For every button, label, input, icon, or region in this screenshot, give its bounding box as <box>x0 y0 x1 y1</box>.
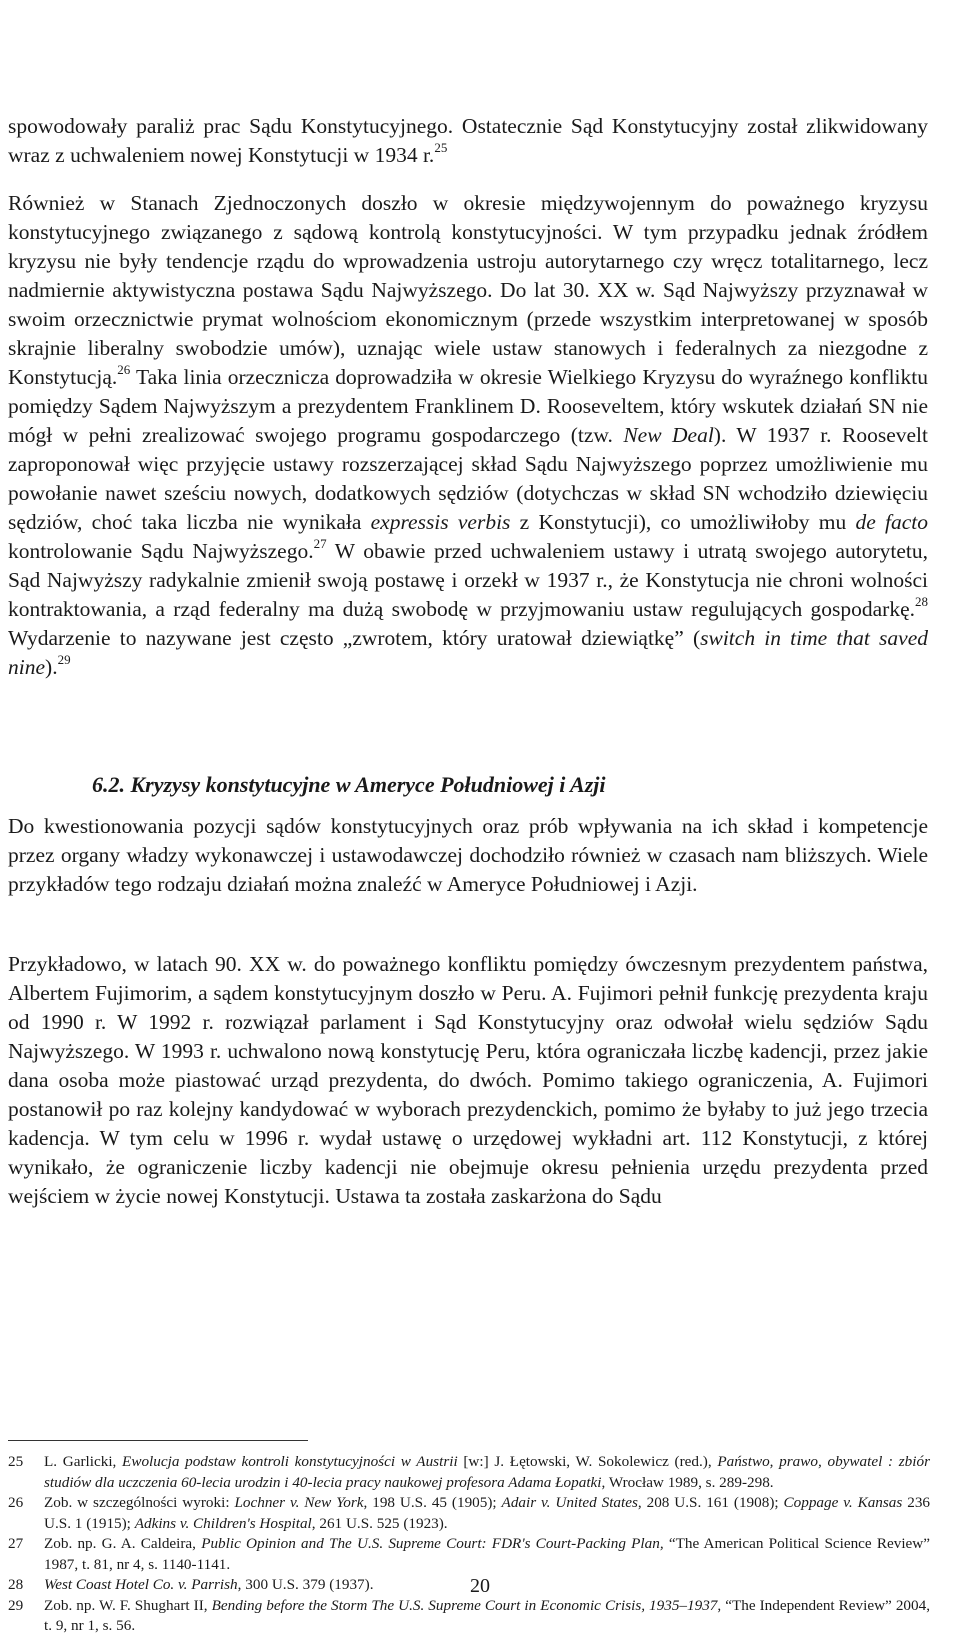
footnote-text-part: Zob. w szczególności wyroki: <box>44 1494 235 1511</box>
paragraph-4: Przykładowo, w latach 90. XX w. do poważnego konfliktu pomiędzy ówczesnym prezydentem państwa, Albertem Fujimorim, a sądem konstytucyjnym doszło w Peru. A. Fujimori pełnił funkcję prezydenta kraju od 1990 r. W 1992 r. rozwiązał parlament i Sąd Konstytucyjny oraz odwołał wielu sędziów Sądu Najwyższego. W 1993 r. uchwalono nową konstytucję Peru, która ograniczała liczbę kadencji, przez jakie dana osoba może piastować urząd prezydenta, do dwóch. Pomimo takiego ograniczenia, A. Fujimori postanowił po raz kolejny kandydować w wyborach prezydenckich, pomimo że byłaby to już jego trzecia kadencja. W tym celu w 1996 r. wydał ustawę o urzędowej wykładni art. 112 Konstytucji, z której wynikało, że ograniczenie liczby kadencji nie obejmuje okresu pełnienia urzędu prezydenta przed wejściem w życie nowej Konstytucji. Ustawa ta została zaskarżona do Sądu <box>8 952 928 1208</box>
paragraph-text: z Konstytucji), co umożliwiłoby mu <box>510 510 856 534</box>
paragraph-text: ). <box>45 655 58 679</box>
footnote-text <box>44 1493 930 1534</box>
paragraph-text: kontrolowanie Sądu Najwyższego. <box>8 539 314 563</box>
footnote-text-part: “The American Political Science Review” 1987, t. 81, nr 4, s. 1140-1141. <box>44 1535 931 1573</box>
paragraph-text: Również w Stanach Zjednoczonych doszło w okresie międzywojennym do poważnego kryzysu konstytucyjnego związanego z sądową kontrolą konstytucyjności. W tym przypadku jednak źródłem kryzysu nie były tendencje rządu do wprowadzenia ustroju autorytarnego czy wręcz totalitarnego, lecz nadmiernie aktywistyczna postawa Sądu Najwyższego. Do lat 30. XX w. Sąd Najwyższy przyznawał w swoim orzecznictwie prymat wolnościom ekonomicznym (przede wszystkim interpretowanej w sposób skrajnie liberalny swobodzie umów), uznając wiele ustaw stanowych i federalnych za niezgodne z Konstytucją. <box>8 191 928 389</box>
footnote-number: 25 <box>8 1453 24 1470</box>
footnote-title: Public Opinion and The U.S. Supreme Court: FDR's Court-Packing Plan, <box>201 1535 664 1552</box>
footnote-26 <box>8 1493 930 1534</box>
paragraph-3: Do kwestionowania pozycji sądów konstytucyjnych oraz prób wpływania na ich skład i kompetencje przez organy władzy wykonawczej i ustawodawczej dochodziło również w czasach nam bliższych. Wiele przykładów tego rodzaju działań można znaleźć w Ameryce Południowej i Azji. <box>8 814 928 896</box>
footnote-25 <box>8 1452 930 1493</box>
paragraph-text: spowodowały paraliż prac Sądu Konstytucyjnego. Ostatecznie Sąd Konstytucyjny został zlikwidowany wraz z uchwaleniem nowej Konstytucji w 1934 r. <box>8 114 928 167</box>
section-heading: 6.2. Kryzysy konstytucyjne w Ameryce Południowej i Azji <box>92 772 606 797</box>
footnote-text-part: , 198 U.S. 45 (1905); <box>363 1494 502 1511</box>
footnote-title: Państwo, prawo, obywatel : zbiór studiów dla uczczenia 60-lecia urodzin i 40-lecia pracy naukowej profesora Adama Łopatki <box>44 1453 931 1491</box>
footnote-27 <box>8 1534 930 1575</box>
footnote-ref-25[interactable]: 25 <box>434 139 448 155</box>
italic-term: expressis verbis <box>370 510 511 534</box>
footnote-ref-28[interactable]: 28 <box>915 593 928 609</box>
footnote-ref-26[interactable]: 26 <box>117 361 131 377</box>
footnote-text-part: , Wrocław 1989, s. 289-298. <box>601 1473 774 1491</box>
footnote-ref-27[interactable]: 27 <box>313 535 327 551</box>
page-number: 20 <box>470 1575 490 1597</box>
footnote-text <box>44 1534 930 1575</box>
footnote-text-part: [w:] J. Łętowski, W. Sokolewicz (red.), <box>457 1453 718 1470</box>
footnote-text-part: L. Garlicki, <box>44 1453 123 1470</box>
footnote-divider <box>8 1440 308 1441</box>
paragraph-text: ). W 1937 r. Roosevelt zaproponował więc przyjęcie ustawy rozszerzającej skład Sądu Najwyższego poprzez umożliwienie mu powołanie nawet sześciu nowych, dodatkowych sędziów (dotychczas w skład SN wchodziło dziewięciu sędziów, choć taka liczba nie wynikała <box>8 423 928 534</box>
paragraph-text: Taka linia orzecznicza doprowadziła w okresie Wielkiego Kryzysu do wyraźnego konfliktu pomiędzy Sądem Najwyższym a prezydentem Franklinem D. Rooseveltem, który wskutek działań SN nie mógł w pełni zrealizować swojego programu gospodarczego (tzw. <box>8 365 928 447</box>
footnote-text-part: , 208 U.S. 161 (1908); <box>637 1494 784 1511</box>
footnote-title: West Coast Hotel Co. v. Parrish <box>44 1576 238 1593</box>
footnote-ref-29[interactable]: 29 <box>57 651 71 667</box>
footnote-text-part: , 300 U.S. 379 (1937). <box>237 1576 374 1593</box>
footnotes <box>8 1452 930 1637</box>
paragraph-1 <box>8 112 928 170</box>
footnote-text-part: Zob. np. G. A. Caldeira, <box>44 1535 202 1552</box>
footnote-number: 29 <box>8 1596 24 1614</box>
footnote-text-part: , “The Independent Review” 2004, t. 9, nr 1, s. 56. <box>44 1596 930 1634</box>
footnote-title: Lochner v. New York <box>234 1494 364 1511</box>
paragraph-text: Wydarzenie to nazywane jest często „zwrotem, który uratował dziewiątkę” ( <box>8 626 701 650</box>
footnote-29 <box>8 1596 930 1637</box>
paragraph-2 <box>8 189 928 682</box>
footnote-text-part: , 261 U.S. 525 (1923). <box>311 1514 448 1532</box>
italic-term: New Deal <box>623 423 714 447</box>
footnote-number: 27 <box>8 1535 24 1552</box>
paragraph-text: W obawie przed uchwaleniem ustawy i utratą swojego autorytetu, Sąd Najwyższy radykalnie zmienił swoją postawę i orzekł w 1937 r., że Konstytucja nie chroni wolności kontraktowania, a rząd federalny ma dużą swobodę w przyjmowaniu ustaw regulujących gospodarkę. <box>8 539 928 621</box>
footnote-title: Coppage v. Kansas <box>783 1494 903 1511</box>
footnote-text-part: Zob. np. W. F. Shughart II, <box>44 1596 212 1614</box>
footnote-title: Bending before the Storm The U.S. Supreme Court in Economic Crisis, 1935–1937 <box>211 1596 718 1614</box>
italic-term: de facto <box>855 510 928 534</box>
footnote-text <box>44 1452 930 1493</box>
footnote-title: Adair v. United States <box>501 1494 638 1511</box>
footnote-title: Ewolucja podstaw kontroli konstytucyjności w Austrii <box>122 1453 458 1470</box>
footnote-number: 28 <box>8 1576 24 1593</box>
footnote-number: 26 <box>8 1494 24 1511</box>
italic-term: switch in time that saved nine <box>8 626 928 679</box>
footnote-text-part: 236 U.S. 1 (1915); <box>44 1494 931 1532</box>
footnote-title: Adkins v. Children's Hospital <box>134 1514 312 1532</box>
footnote-text <box>44 1596 930 1637</box>
